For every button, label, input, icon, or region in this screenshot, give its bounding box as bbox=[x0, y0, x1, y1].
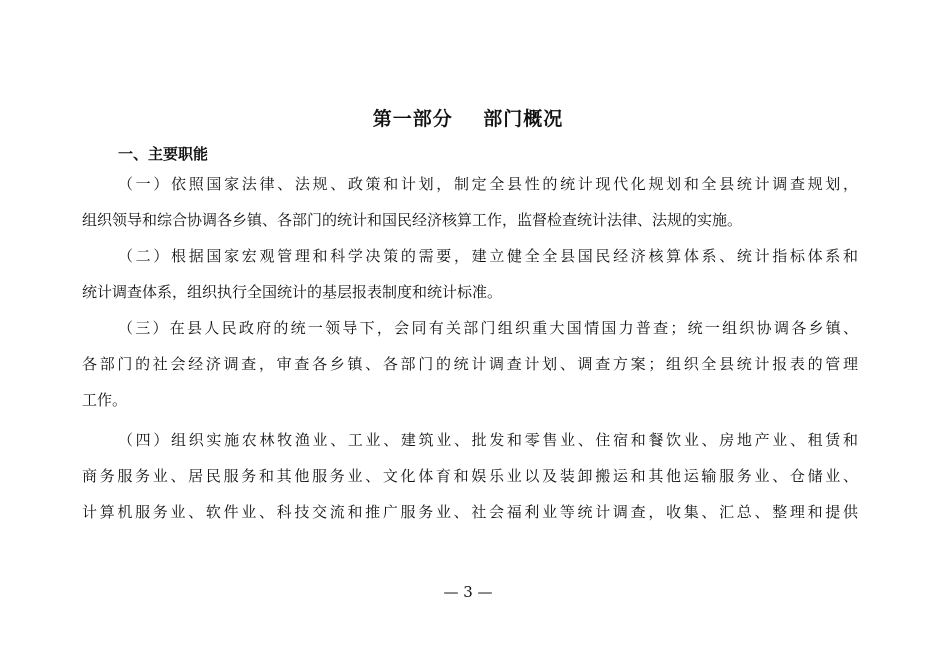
section-heading: 一、主要职能 bbox=[118, 145, 209, 163]
paragraph-3 bbox=[82, 310, 858, 418]
paragraph-line: （三）在县人民政府的统一领导下，会同有关部门组织重大国情国力普查；统一组织协调各乡镇、 bbox=[118, 319, 858, 337]
paragraph-line: 计算机服务业、软件业、科技交流和推广服务业、社会福利业等统计调查，收集、汇总、整理和提供 bbox=[82, 503, 858, 521]
paragraph-line: 统计调查体系，组织执行全国统计的基层报表制度和统计标准。 bbox=[82, 283, 503, 301]
paragraph-1 bbox=[82, 166, 858, 238]
paragraph-4 bbox=[82, 422, 858, 530]
paragraph-2 bbox=[82, 238, 858, 310]
part-title: 第一部分 部门概况 bbox=[372, 108, 564, 130]
paragraph-line: 组织领导和综合协调各乡镇、各部门的统计和国民经济核算工作，监督检查统计法律、法规的实施。 bbox=[82, 211, 743, 229]
paragraph-line: （一）依照国家法律、法规、政策和计划，制定全县性的统计现代化规划和全县统计调查规划， bbox=[118, 175, 858, 193]
paragraph-line: 商务服务业、居民服务和其他服务业、文化体育和娱乐业以及装卸搬运和其他运输服务业、仓储业、 bbox=[82, 467, 858, 485]
paragraph-line: 各部门的社会经济调查，审查各乡镇、各部门的统计调查计划、调查方案；组织全县统计报表的管理 bbox=[82, 355, 858, 373]
paragraph-line: （四）组织实施农林牧渔业、工业、建筑业、批发和零售业、住宿和餐饮业、房地产业、租赁和 bbox=[118, 431, 858, 449]
page-number: — 3 — bbox=[443, 583, 493, 601]
paragraph-line: 工作。 bbox=[82, 391, 128, 409]
paragraph-line: （二）根据国家宏观管理和科学决策的需要，建立健全全县国民经济核算体系、统计指标体系和 bbox=[118, 247, 858, 265]
